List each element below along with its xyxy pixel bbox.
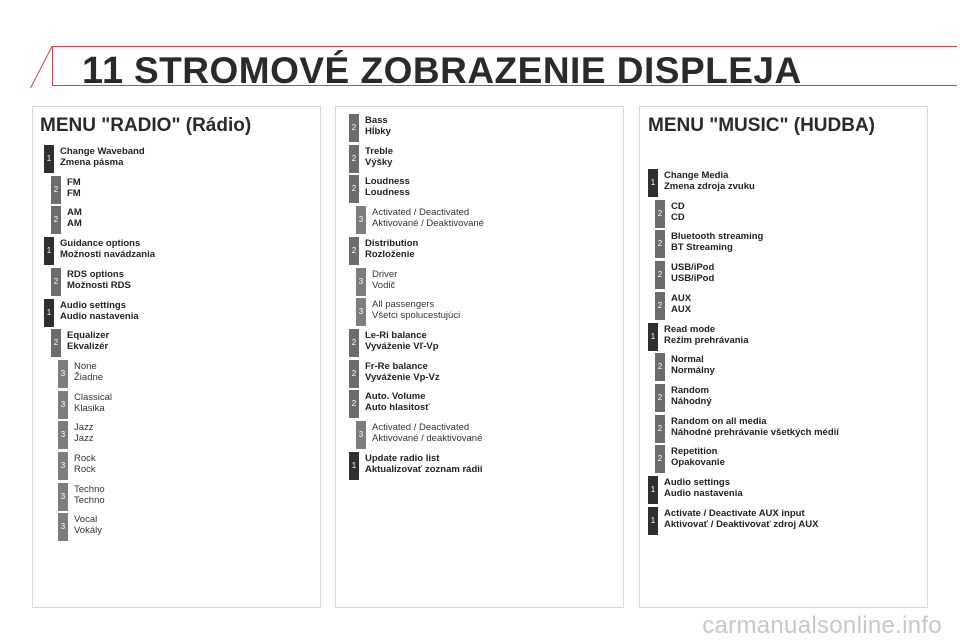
menu-level-badge: 2 bbox=[51, 176, 61, 204]
menu-level-badge: 2 bbox=[655, 230, 665, 258]
menu-item-label-sk: Klasika bbox=[74, 402, 105, 414]
menu-level-badge: 3 bbox=[356, 298, 366, 326]
menu-item-label-en: Fr-Re balance bbox=[365, 360, 428, 372]
menu-level-badge: 1 bbox=[648, 476, 658, 504]
menu-level-badge: 1 bbox=[44, 299, 54, 327]
menu-level-badge: 1 bbox=[349, 452, 359, 480]
menu-item-label-en: AM bbox=[67, 207, 82, 219]
menu-item-text bbox=[664, 324, 748, 346]
menu-level-badge: 2 bbox=[349, 175, 359, 203]
menu-item-text bbox=[664, 508, 818, 530]
menu-item-label-en: FM bbox=[67, 176, 81, 188]
menu-item-label-sk: Náhodný bbox=[671, 395, 712, 407]
menu-level-badge: 2 bbox=[51, 268, 61, 296]
menu-item-text bbox=[372, 207, 484, 229]
menu-item-label-sk: Možnosti navádzania bbox=[60, 249, 156, 261]
menu-item-text bbox=[365, 176, 410, 198]
menu-item-label-sk: Všetci spolucestujúci bbox=[372, 310, 461, 322]
menu-item-label-en: None bbox=[74, 360, 97, 372]
menu-item-text bbox=[365, 238, 418, 260]
radio-menu-continued-panel bbox=[335, 106, 624, 608]
menu-item-label-en: Loudness bbox=[365, 176, 410, 188]
menu-item-label-sk: Ekvalizér bbox=[67, 341, 109, 353]
menu-item-text bbox=[365, 391, 430, 413]
menu-level-badge: 2 bbox=[51, 206, 61, 234]
menu-level-badge: 3 bbox=[356, 268, 366, 296]
menu-level-badge: 1 bbox=[648, 507, 658, 535]
menu-item-label-en: CD bbox=[671, 200, 685, 212]
menu-level-badge: 2 bbox=[349, 114, 359, 142]
watermark: carmanualsonline.info bbox=[702, 612, 942, 639]
menu-item-label-sk: Vyváženie Vľ-Vp bbox=[365, 340, 439, 352]
menu-item-text bbox=[74, 514, 102, 536]
menu-item-label-sk: BT Streaming bbox=[671, 242, 733, 254]
menu-level-badge: 2 bbox=[655, 445, 665, 473]
menu-item-label-en: Classical bbox=[74, 391, 113, 403]
menu-item-text bbox=[671, 201, 685, 223]
menu-item-label-en: Read mode bbox=[664, 323, 716, 335]
menu-level-badge: 2 bbox=[349, 145, 359, 173]
menu-item-label-sk: Techno bbox=[74, 494, 105, 506]
menu-item-label-sk: Audio nastavenia bbox=[664, 488, 743, 499]
menu-item-text bbox=[74, 392, 112, 414]
menu-item-label-sk: Vodič bbox=[372, 279, 396, 291]
menu-item-label-sk: Normálny bbox=[671, 365, 715, 377]
menu-item-text bbox=[67, 177, 81, 199]
menu-item-label-sk: Zmena pásma bbox=[60, 157, 124, 168]
radio-menu-heading: MENU "RADIO" (Rádio) bbox=[40, 115, 252, 136]
menu-item-text bbox=[664, 170, 755, 192]
menu-item-text bbox=[671, 354, 715, 376]
menu-item-text bbox=[74, 484, 105, 506]
menu-item-label-en: Rock bbox=[74, 453, 96, 464]
menu-item-text bbox=[365, 330, 439, 352]
menu-level-badge: 2 bbox=[655, 353, 665, 381]
menu-item-label-sk: Auto hlasitosť bbox=[365, 402, 430, 414]
menu-item-label-sk: Náhodné prehrávanie všetkých médií bbox=[671, 426, 839, 438]
menu-item-label-sk: Aktualizovať zoznam rádií bbox=[365, 463, 483, 475]
menu-item-label-sk: Rozloženie bbox=[365, 248, 415, 260]
menu-level-badge: 1 bbox=[44, 237, 54, 265]
music-menu-heading: MENU "MUSIC" (HUDBA) bbox=[648, 115, 875, 136]
menu-item-text bbox=[671, 385, 712, 407]
menu-item-label-sk: Možnosti RDS bbox=[67, 279, 131, 291]
menu-item-label-en: Jazz bbox=[74, 422, 94, 434]
menu-item-label-sk: Zmena zdroja zvuku bbox=[664, 181, 755, 192]
menu-item-label-en: Activated / Deactivated bbox=[372, 207, 470, 219]
menu-item-label-en: Change Waveband bbox=[60, 146, 145, 157]
menu-level-badge: 3 bbox=[58, 483, 68, 511]
menu-level-badge: 1 bbox=[648, 169, 658, 197]
menu-item-label-en: Guidance options bbox=[60, 238, 141, 250]
menu-item-label-sk: Jazz bbox=[74, 433, 94, 445]
menu-level-badge: 3 bbox=[356, 206, 366, 234]
menu-item-label-en: Audio settings bbox=[664, 477, 730, 488]
menu-item-label-sk: Loudness bbox=[365, 187, 410, 199]
menu-item-label-sk: Aktivované / deaktivované bbox=[372, 433, 483, 444]
menu-item-label-sk: Výšky bbox=[365, 156, 393, 168]
menu-item-text bbox=[372, 269, 397, 291]
menu-level-badge: 2 bbox=[349, 360, 359, 388]
menu-item-text bbox=[365, 115, 391, 137]
menu-level-badge: 2 bbox=[655, 200, 665, 228]
menu-item-text bbox=[74, 422, 94, 444]
menu-level-badge: 2 bbox=[655, 384, 665, 412]
menu-item-text bbox=[60, 146, 145, 168]
menu-item-label-en: Distribution bbox=[365, 237, 419, 249]
menu-item-label-en: Repetition bbox=[671, 446, 718, 458]
menu-item-text bbox=[74, 361, 103, 383]
menu-level-badge: 3 bbox=[356, 421, 366, 449]
menu-level-badge: 2 bbox=[349, 237, 359, 265]
menu-item-label-sk: Aktivované / Deaktivované bbox=[372, 218, 484, 230]
menu-item-text bbox=[372, 422, 482, 444]
menu-item-text bbox=[671, 231, 763, 253]
menu-item-label-sk: USB/iPod bbox=[671, 273, 715, 285]
menu-item-label-en: Techno bbox=[74, 483, 105, 495]
menu-item-text bbox=[365, 453, 483, 475]
menu-item-label-sk: FM bbox=[67, 187, 81, 199]
menu-item-label-en: Activated / Deactivated bbox=[372, 422, 470, 433]
menu-item-label-en: Activate / Deactivate AUX input bbox=[664, 507, 805, 519]
menu-item-label-en: Le-Ri balance bbox=[365, 329, 427, 341]
menu-item-label-sk: CD bbox=[671, 211, 685, 223]
menu-item-text bbox=[67, 207, 82, 229]
menu-item-label-en: Change Media bbox=[664, 170, 729, 181]
menu-item-text bbox=[60, 300, 139, 322]
menu-level-badge: 3 bbox=[58, 421, 68, 449]
chapter-number: 11 bbox=[82, 50, 125, 92]
menu-item-text bbox=[671, 446, 725, 468]
menu-level-badge: 3 bbox=[58, 360, 68, 388]
menu-item-label-en: Driver bbox=[372, 268, 398, 280]
menu-item-label-en: RDS options bbox=[67, 268, 124, 280]
menu-item-label-en: Auto. Volume bbox=[365, 391, 426, 403]
menu-item-label-sk: Hĺbky bbox=[365, 126, 391, 137]
menu-item-label-sk: Opakovanie bbox=[671, 457, 725, 469]
menu-item-text bbox=[372, 299, 460, 321]
menu-item-label-sk: Vyváženie Vp-Vz bbox=[365, 371, 440, 383]
menu-item-text bbox=[671, 416, 839, 438]
menu-item-text bbox=[664, 477, 743, 499]
menu-item-text bbox=[365, 146, 393, 168]
menu-item-label-sk: Vokály bbox=[74, 525, 102, 537]
menu-level-badge: 3 bbox=[58, 391, 68, 419]
menu-level-badge: 2 bbox=[655, 261, 665, 289]
menu-item-label-en: Audio settings bbox=[60, 299, 126, 311]
menu-level-badge: 2 bbox=[655, 415, 665, 443]
menu-item-text bbox=[67, 269, 131, 291]
menu-item-label-sk: Aktivovať / Deaktivovať zdroj AUX bbox=[664, 518, 819, 530]
menu-item-label-sk: Režim prehrávania bbox=[664, 334, 749, 346]
menu-item-text bbox=[365, 361, 440, 383]
menu-item-label-sk: AM bbox=[67, 218, 82, 230]
menu-item-label-en: Bluetooth streaming bbox=[671, 231, 764, 243]
menu-level-badge: 1 bbox=[648, 323, 658, 351]
music-menu-panel bbox=[639, 106, 928, 608]
menu-item-label-sk: Rock bbox=[74, 464, 96, 475]
menu-item-label-en: Equalizer bbox=[67, 330, 110, 342]
menu-item-text bbox=[60, 238, 155, 260]
menu-level-badge: 2 bbox=[51, 329, 61, 357]
menu-item-label-sk: AUX bbox=[671, 303, 692, 315]
menu-item-label-sk: Žiadne bbox=[74, 371, 104, 383]
menu-level-badge: 3 bbox=[58, 452, 68, 480]
menu-item-text bbox=[67, 330, 109, 352]
menu-item-label-en: Random on all media bbox=[671, 415, 767, 427]
menu-level-badge: 3 bbox=[58, 513, 68, 541]
radio-menu-panel bbox=[32, 106, 321, 608]
menu-level-badge: 2 bbox=[349, 390, 359, 418]
menu-item-label-en: Treble bbox=[365, 145, 393, 157]
menu-item-label-en: USB/iPod bbox=[671, 262, 715, 274]
menu-level-badge: 2 bbox=[349, 329, 359, 357]
menu-item-text bbox=[74, 453, 96, 475]
menu-item-label-en: Update radio list bbox=[365, 452, 440, 464]
menu-item-label-en: Vocal bbox=[74, 514, 98, 526]
menu-item-label-en: Bass bbox=[365, 115, 388, 126]
menu-item-label-en: Normal bbox=[671, 354, 704, 366]
menu-item-text bbox=[671, 293, 691, 315]
menu-item-label-sk: Audio nastavenia bbox=[60, 310, 139, 322]
menu-item-label-en: Random bbox=[671, 384, 709, 396]
menu-item-label-en: AUX bbox=[671, 292, 692, 304]
menu-level-badge: 2 bbox=[655, 292, 665, 320]
page-title: STROMOVÉ ZOBRAZENIE DISPLEJA bbox=[134, 50, 802, 91]
menu-level-badge: 1 bbox=[44, 145, 54, 173]
menu-item-text bbox=[671, 262, 714, 284]
menu-item-label-en: All passengers bbox=[372, 299, 435, 311]
